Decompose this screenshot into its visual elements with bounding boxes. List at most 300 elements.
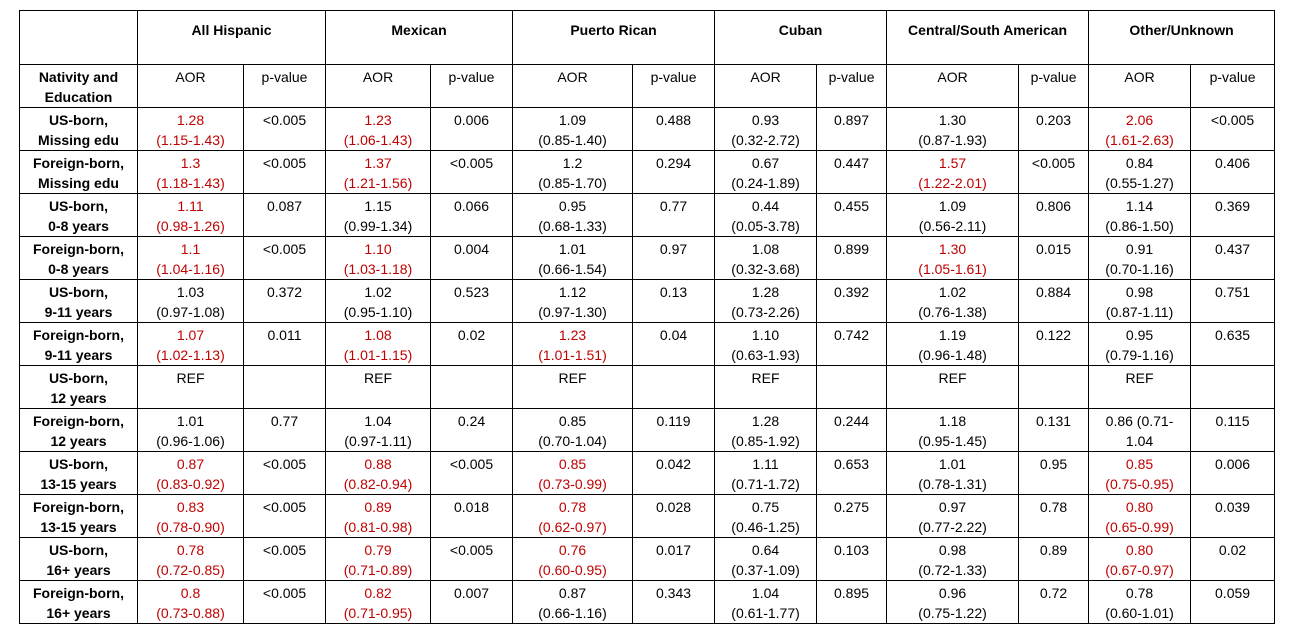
aor-confidence-interval: (0.70-1.16) [1105, 261, 1174, 277]
aor-value: 0.85 [558, 413, 587, 429]
aor-confidence-interval: (0.46-1.25) [731, 519, 800, 535]
table-row [20, 538, 1275, 581]
aor-value: 0.93 [751, 112, 780, 128]
aor-confidence-interval: (0.72-0.85) [156, 562, 225, 578]
pvalue-cell: <0.005 [244, 538, 326, 581]
row-label-education: 16+ years [46, 562, 111, 578]
subheader-aor: AOR [138, 65, 244, 108]
table-row [20, 452, 1275, 495]
aor-cell [513, 495, 633, 538]
aor-confidence-interval: (0.82-0.94) [343, 476, 413, 492]
aor-confidence-interval: (0.67-0.97) [1105, 562, 1174, 578]
aor-value: 0.97 [938, 499, 967, 515]
pvalue-cell [633, 366, 715, 409]
aor-cell [715, 538, 817, 581]
aor-confidence-interval: (0.32-2.72) [731, 132, 800, 148]
aor-cell [715, 237, 817, 280]
aor-cell [715, 151, 817, 194]
aor-confidence-interval: (0.66-1.54) [538, 261, 607, 277]
aor-confidence-interval: (0.97-1.11) [344, 433, 412, 449]
subheader-pvalue: p-value [431, 65, 513, 108]
aor-confidence-interval: (0.62-0.97) [538, 519, 607, 535]
aor-value: REF [364, 370, 393, 386]
aor-confidence-interval: (1.18-1.43) [156, 175, 225, 191]
aor-cell [1089, 538, 1191, 581]
aor-confidence-interval: (0.78-1.31) [918, 476, 987, 492]
aor-confidence-interval: (1.04-1.16) [156, 261, 225, 277]
aor-value: 1.3 [180, 155, 201, 171]
aor-value: 1.19 [938, 327, 967, 343]
aor-cell [1089, 237, 1191, 280]
aor-value: 1.10 [751, 327, 780, 343]
pvalue-cell: 0.04 [633, 323, 715, 366]
aor-confidence-interval: (0.77-2.22) [918, 519, 987, 535]
subheader-pvalue: p-value [1191, 65, 1275, 108]
aor-cell [138, 366, 244, 409]
aor-cell [887, 280, 1019, 323]
aor-cell [887, 495, 1019, 538]
aor-cell [138, 237, 244, 280]
aor-value: 0.85 [1125, 456, 1154, 472]
aor-confidence-interval: (0.73-0.88) [156, 605, 225, 621]
pvalue-cell: 0.244 [817, 409, 887, 452]
row-label-nativity: Foreign-born, [33, 413, 124, 429]
corner-cell [20, 11, 138, 65]
aor-confidence-interval: (0.83-0.92) [156, 476, 225, 492]
aor-value: 1.14 [1125, 198, 1154, 214]
pvalue-cell: 0.455 [817, 194, 887, 237]
aor-cell [1089, 409, 1191, 452]
table-row [20, 581, 1275, 624]
aor-confidence-interval: (1.03-1.18) [343, 261, 413, 277]
row-label [20, 538, 138, 581]
aor-cell [138, 194, 244, 237]
aor-confidence-interval: 1.04 [1125, 433, 1154, 449]
aor-cell [1089, 495, 1191, 538]
aor-cell [715, 495, 817, 538]
pvalue-cell [817, 366, 887, 409]
pvalue-cell: <0.005 [244, 452, 326, 495]
row-label [20, 581, 138, 624]
row-label-education: 13-15 years [40, 519, 117, 535]
aor-cell [138, 323, 244, 366]
aor-cell [1089, 194, 1191, 237]
pvalue-cell: 0.95 [1019, 452, 1089, 495]
row-label-education: 0-8 years [48, 261, 109, 277]
aor-value: 1.37 [364, 155, 392, 171]
pvalue-cell: 0.007 [431, 581, 513, 624]
aor-cell [1089, 151, 1191, 194]
aor-confidence-interval: (0.61-1.77) [731, 605, 800, 621]
aor-confidence-interval: (0.95-1.10) [343, 304, 413, 320]
aor-value: 0.87 [558, 585, 587, 601]
aor-cell [887, 151, 1019, 194]
aor-value: 0.8 [180, 585, 201, 601]
subheader-row [20, 65, 1275, 108]
aor-confidence-interval: (0.66-1.16) [538, 605, 607, 621]
aor-confidence-interval: (0.73-2.26) [731, 304, 800, 320]
table-row [20, 151, 1275, 194]
pvalue-cell: 0.897 [817, 108, 887, 151]
aor-cell [326, 581, 431, 624]
aor-value: 0.64 [751, 542, 780, 558]
aor-cell [887, 409, 1019, 452]
pvalue-cell: 0.006 [1191, 452, 1275, 495]
row-label [20, 409, 138, 452]
aor-value: 0.98 [938, 542, 967, 558]
pvalue-cell: 0.103 [817, 538, 887, 581]
aor-cell [1089, 452, 1191, 495]
row-label-education: 12 years [50, 390, 107, 406]
aor-value: 1.04 [751, 585, 780, 601]
row-label [20, 237, 138, 280]
aor-confidence-interval: (0.87-1.11) [1105, 304, 1174, 320]
row-label-nativity: Foreign-born, [33, 155, 124, 171]
aor-confidence-interval: (1.61-2.63) [1105, 132, 1174, 148]
aor-confidence-interval: (0.85-1.40) [538, 132, 607, 148]
aor-cell [715, 108, 817, 151]
aor-cell [326, 151, 431, 194]
aor-cell [138, 409, 244, 452]
aor-confidence-interval: (0.85-1.70) [538, 175, 607, 191]
aor-value: 1.28 [751, 413, 780, 429]
table-row [20, 323, 1275, 366]
aor-confidence-interval: (0.73-0.99) [538, 476, 607, 492]
aor-value: 1.15 [364, 198, 392, 214]
aor-confidence-interval: (0.37-1.09) [731, 562, 800, 578]
aor-value: 0.75 [751, 499, 780, 515]
aor-value: 2.06 [1125, 112, 1154, 128]
pvalue-cell: 0.653 [817, 452, 887, 495]
pvalue-cell: 0.751 [1191, 280, 1275, 323]
table-row [20, 194, 1275, 237]
aor-cell [1089, 366, 1191, 409]
row-label-education: 13-15 years [40, 476, 117, 492]
pvalue-cell: 0.406 [1191, 151, 1275, 194]
pvalue-cell: 0.369 [1191, 194, 1275, 237]
pvalue-cell: 0.122 [1019, 323, 1089, 366]
aor-cell [513, 452, 633, 495]
table-row [20, 280, 1275, 323]
aor-confidence-interval: (0.32-3.68) [731, 261, 800, 277]
aor-value: REF [176, 370, 205, 386]
table-row [20, 366, 1275, 409]
aor-cell [326, 323, 431, 366]
aor-value: 1.01 [558, 241, 587, 257]
aor-value: 1.09 [938, 198, 967, 214]
aor-cell [513, 409, 633, 452]
pvalue-cell: 0.89 [1019, 538, 1089, 581]
aor-value: 1.02 [364, 284, 392, 300]
aor-value: 1.02 [938, 284, 967, 300]
pvalue-cell: 0.78 [1019, 495, 1089, 538]
pvalue-cell: 0.372 [244, 280, 326, 323]
pvalue-cell: 0.018 [431, 495, 513, 538]
pvalue-cell: 0.011 [244, 323, 326, 366]
group-header-cuban: Cuban [715, 11, 887, 65]
aor-confidence-interval: (0.99-1.34) [343, 218, 413, 234]
pvalue-cell: <0.005 [431, 538, 513, 581]
pvalue-cell: 0.884 [1019, 280, 1089, 323]
row-label-nativity: US-born, [48, 542, 109, 558]
pvalue-cell: 0.742 [817, 323, 887, 366]
aor-confidence-interval: (0.65-0.99) [1105, 519, 1174, 535]
aor-value: 0.87 [176, 456, 205, 472]
aor-cell [326, 409, 431, 452]
row-header-title-line2: Education [44, 89, 113, 105]
pvalue-cell: 0.115 [1191, 409, 1275, 452]
pvalue-cell: 0.635 [1191, 323, 1275, 366]
aor-cell [513, 366, 633, 409]
aor-cell [1089, 323, 1191, 366]
pvalue-cell: 0.77 [244, 409, 326, 452]
aor-cell [138, 495, 244, 538]
aor-cell [138, 108, 244, 151]
aor-cell [715, 280, 817, 323]
pvalue-cell: 0.343 [633, 581, 715, 624]
aor-confidence-interval: (0.97-1.08) [156, 304, 225, 320]
aor-cell [326, 452, 431, 495]
aor-cell [138, 538, 244, 581]
aor-value: 1.23 [364, 112, 392, 128]
aor-value: 1.1 [180, 241, 201, 257]
aor-value: 1.28 [176, 112, 205, 128]
aor-cell [326, 108, 431, 151]
pvalue-cell: 0.042 [633, 452, 715, 495]
group-header-row [20, 11, 1275, 65]
aor-value: REF [558, 370, 587, 386]
aor-value: 1.11 [177, 198, 204, 214]
row-label [20, 366, 138, 409]
row-header-title [20, 65, 138, 108]
pvalue-cell [1191, 366, 1275, 409]
aor-confidence-interval: (0.79-1.16) [1105, 347, 1174, 363]
aor-confidence-interval: (1.01-1.51) [538, 347, 607, 363]
pvalue-cell: 0.131 [1019, 409, 1089, 452]
aor-confidence-interval: (0.76-1.38) [918, 304, 987, 320]
row-label-nativity: Foreign-born, [33, 499, 124, 515]
aor-value: 0.86 (0.71- [1105, 413, 1174, 429]
pvalue-cell: <0.005 [1191, 108, 1275, 151]
row-label-nativity: US-born, [48, 370, 109, 386]
aor-cell [513, 323, 633, 366]
aor-value: 0.96 [938, 585, 967, 601]
aor-cell [887, 366, 1019, 409]
aor-value: 0.67 [751, 155, 780, 171]
aor-value: REF [1125, 370, 1154, 386]
table-row [20, 237, 1275, 280]
row-label-education: 9-11 years [44, 347, 113, 363]
aor-confidence-interval: (0.97-1.30) [538, 304, 607, 320]
pvalue-cell: 0.488 [633, 108, 715, 151]
aor-cell [326, 495, 431, 538]
subheader-aor: AOR [887, 65, 1019, 108]
pvalue-cell: 0.806 [1019, 194, 1089, 237]
aor-value: 1.01 [938, 456, 967, 472]
row-label-nativity: US-born, [48, 112, 109, 128]
group-header-puerto-rican: Puerto Rican [513, 11, 715, 65]
aor-value: 0.83 [176, 499, 205, 515]
pvalue-cell: <0.005 [431, 452, 513, 495]
aor-confidence-interval: (0.75-0.95) [1105, 476, 1174, 492]
aor-cell [513, 108, 633, 151]
aor-cell [513, 151, 633, 194]
aor-value: REF [751, 370, 780, 386]
aor-cell [138, 452, 244, 495]
aor-cell [715, 452, 817, 495]
aor-cell [326, 280, 431, 323]
pvalue-cell: <0.005 [244, 495, 326, 538]
pvalue-cell: 0.02 [431, 323, 513, 366]
aor-cell [1089, 581, 1191, 624]
aor-confidence-interval: (1.02-1.13) [156, 347, 225, 363]
aor-value: 1.30 [938, 112, 967, 128]
aor-confidence-interval: (0.96-1.06) [156, 433, 225, 449]
aor-value: 0.95 [558, 198, 587, 214]
results-table [19, 10, 1275, 624]
aor-confidence-interval: (1.22-2.01) [918, 175, 987, 191]
aor-confidence-interval: (0.75-1.22) [918, 605, 987, 621]
pvalue-cell: 0.77 [633, 194, 715, 237]
table-row [20, 108, 1275, 151]
subheader-aor: AOR [513, 65, 633, 108]
pvalue-cell: <0.005 [431, 151, 513, 194]
pvalue-cell: <0.005 [244, 237, 326, 280]
subheader-pvalue: p-value [633, 65, 715, 108]
pvalue-cell: <0.005 [244, 151, 326, 194]
pvalue-cell: 0.004 [431, 237, 513, 280]
aor-value: 0.89 [364, 499, 392, 515]
aor-value: 1.2 [562, 155, 583, 171]
pvalue-cell: 0.119 [633, 409, 715, 452]
aor-cell [715, 409, 817, 452]
aor-cell [513, 194, 633, 237]
aor-value: 1.09 [558, 112, 587, 128]
aor-cell [1089, 280, 1191, 323]
row-header-title-line1: Nativity and [38, 69, 119, 85]
aor-confidence-interval: (0.96-1.48) [918, 347, 987, 363]
aor-value: 0.91 [1125, 241, 1154, 257]
pvalue-cell: 0.017 [633, 538, 715, 581]
row-label-nativity: US-born, [48, 198, 109, 214]
aor-cell [513, 280, 633, 323]
aor-value: 0.44 [751, 198, 780, 214]
aor-confidence-interval: (1.01-1.15) [343, 347, 413, 363]
pvalue-cell: 0.392 [817, 280, 887, 323]
row-label-nativity: US-born, [48, 456, 109, 472]
row-label [20, 495, 138, 538]
aor-value: 0.95 [1125, 327, 1154, 343]
aor-value: 0.98 [1125, 284, 1154, 300]
table-row [20, 495, 1275, 538]
group-header-mexican: Mexican [326, 11, 513, 65]
aor-cell [887, 538, 1019, 581]
subheader-pvalue: p-value [244, 65, 326, 108]
row-label [20, 323, 138, 366]
aor-confidence-interval: (0.87-1.93) [918, 132, 987, 148]
pvalue-cell: <0.005 [244, 581, 326, 624]
row-label [20, 151, 138, 194]
pvalue-cell: 0.015 [1019, 237, 1089, 280]
aor-confidence-interval: (0.95-1.45) [918, 433, 987, 449]
pvalue-cell: <0.005 [244, 108, 326, 151]
aor-value: 0.80 [1125, 499, 1154, 515]
aor-cell [715, 323, 817, 366]
aor-confidence-interval: (0.78-0.90) [156, 519, 225, 535]
pvalue-cell [1019, 366, 1089, 409]
group-header-all-hispanic: All Hispanic [138, 11, 326, 65]
aor-confidence-interval: (0.71-1.72) [731, 476, 800, 492]
aor-value: 0.78 [558, 499, 587, 515]
aor-confidence-interval: (0.56-2.11) [918, 218, 987, 234]
aor-cell [1089, 108, 1191, 151]
pvalue-cell: 0.294 [633, 151, 715, 194]
aor-value: 0.85 [558, 456, 587, 472]
row-label-education: Missing edu [38, 132, 119, 148]
aor-value: 1.11 [752, 456, 779, 472]
aor-value: 1.30 [938, 241, 967, 257]
subheader-aor: AOR [715, 65, 817, 108]
aor-value: 0.76 [558, 542, 587, 558]
aor-confidence-interval: (0.71-0.95) [343, 605, 413, 621]
row-label [20, 452, 138, 495]
pvalue-cell: 0.13 [633, 280, 715, 323]
group-header-other-unknown: Other/Unknown [1089, 11, 1275, 65]
aor-cell [326, 538, 431, 581]
aor-value: 1.18 [938, 413, 967, 429]
pvalue-cell: 0.97 [633, 237, 715, 280]
aor-value: 1.04 [364, 413, 392, 429]
aor-confidence-interval: (1.15-1.43) [156, 132, 225, 148]
subheader-aor: AOR [326, 65, 431, 108]
aor-value: 1.01 [176, 413, 205, 429]
aor-value: 0.78 [176, 542, 205, 558]
aor-confidence-interval: (0.85-1.92) [731, 433, 800, 449]
aor-cell [887, 323, 1019, 366]
pvalue-cell: 0.899 [817, 237, 887, 280]
aor-value: 1.12 [558, 284, 587, 300]
aor-cell [715, 366, 817, 409]
pvalue-cell: 0.087 [244, 194, 326, 237]
aor-value: 1.08 [751, 241, 780, 257]
aor-cell [715, 194, 817, 237]
subheader-pvalue: p-value [1019, 65, 1089, 108]
aor-value: 0.82 [364, 585, 392, 601]
aor-value: REF [938, 370, 967, 386]
aor-cell [138, 151, 244, 194]
aor-cell [887, 581, 1019, 624]
row-label [20, 194, 138, 237]
aor-value: 1.57 [938, 155, 967, 171]
aor-value: 1.03 [176, 284, 205, 300]
aor-confidence-interval: (0.70-1.04) [538, 433, 607, 449]
row-label-nativity: US-born, [48, 284, 109, 300]
aor-value: 1.08 [364, 327, 392, 343]
aor-value: 1.07 [176, 327, 205, 343]
row-label-education: 0-8 years [48, 218, 109, 234]
aor-cell [138, 280, 244, 323]
aor-value: 0.80 [1125, 542, 1154, 558]
pvalue-cell: <0.005 [1019, 151, 1089, 194]
aor-confidence-interval: (0.63-1.93) [731, 347, 800, 363]
pvalue-cell: 0.523 [431, 280, 513, 323]
pvalue-cell: 0.203 [1019, 108, 1089, 151]
pvalue-cell: 0.039 [1191, 495, 1275, 538]
group-header-central-south-american: Central/South American [887, 11, 1089, 65]
aor-confidence-interval: (0.55-1.27) [1105, 175, 1174, 191]
row-label [20, 280, 138, 323]
aor-cell [326, 194, 431, 237]
